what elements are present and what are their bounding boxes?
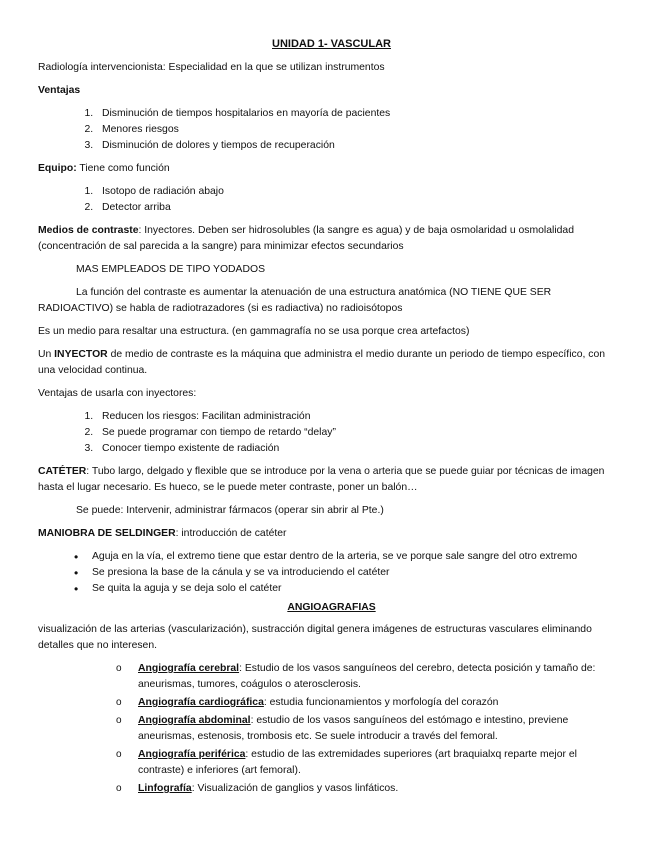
list-item (116, 781, 625, 797)
list-item: 2. Se puede programar con tiempo de retardo “delay” (96, 425, 625, 441)
list-item: • Se presiona la base de la cánula y se va introduciendo el catéter (74, 565, 625, 581)
ventajas-heading-text: Ventajas (38, 85, 81, 96)
seldinger-paragraph (38, 526, 625, 542)
angio-term: Angiografía abdominal (138, 715, 251, 726)
list-item: 1. Isotopo de radiación abajo (96, 184, 625, 200)
list-item: 3. Conocer tiempo existente de radiación (96, 441, 625, 457)
list-item: 1. Reducen los riesgos: Facilitan administración (96, 409, 625, 425)
medios-text: : Inyectores. Deben ser hidrosolubles (la sangre es agua) y de baja osmolaridad u osmolalidad (concentración de sal parecida a la sangre) para minimizar efectos secundarios (38, 225, 574, 252)
intro-paragraph: Radiología intervencionista: Especialidad en la que se utilizan instrumentos (38, 62, 385, 73)
equipo-label: Equipo: (38, 163, 77, 174)
cateter-paragraph (38, 464, 625, 496)
resaltar-paragraph: Es un medio para resaltar una estructura. (en gammagrafía no se usa porque crea artefactos) (38, 326, 470, 337)
list-item: • Aguja en la vía, el extremo tiene que estar dentro de la arteria, se ve porque sale sangre del otro extremo (74, 549, 625, 565)
angiografias-list (38, 661, 625, 797)
angio-term: Angiografía cerebral (138, 663, 240, 674)
list-item: 2. Menores riesgos (96, 122, 625, 138)
inyector-paragraph (38, 347, 625, 379)
list-item: 2. Detector arriba (96, 200, 625, 216)
list-item (116, 661, 625, 693)
list-item: 1. Disminución de tiempos hospitalarios en mayoría de pacientes (96, 106, 625, 122)
inyector-ventajas-list (38, 409, 625, 457)
angio-term: Linfografía (138, 783, 192, 794)
angiografias-intro: visualización de las arterias (vascularización), sustracción digital genera imágenes de estructuras vasculares eliminando detalles que no interesen. (38, 624, 592, 651)
equipo-list (38, 184, 625, 216)
list-item (116, 713, 625, 745)
contraste-funcion-paragraph: La función del contraste es aumentar la atenuación de una estructura anatómica (NO TIENE QUE SER RADIOACTIVO) se habla de radiotrazadores (si es radiactiva) no radioisótopos (38, 287, 552, 314)
medios-empleados: MAS EMPLEADOS DE TIPO YODADOS (76, 264, 266, 275)
equipo-text: Tiene como función (76, 163, 170, 174)
medios-paragraph (38, 223, 625, 255)
seldinger-text: : introducción de catéter (175, 528, 287, 539)
seldinger-list (38, 549, 625, 597)
angio-desc: : Visualización de ganglios y vasos linfáticos. (191, 783, 399, 794)
angio-desc: : estudio de los vasos sanguíneos del estómago e intestino, previene aneurismas, estenosis, trombosis etc. Se suele introducir a través del femoral. (138, 715, 569, 742)
circle-bullet-icon: o (116, 749, 122, 760)
list-item (116, 747, 625, 779)
angio-desc: : Estudio de los vasos sanguíneos del cerebro, detecta posición y tamaño de: aneurismas, tumores, coágulos o aterosclerosis. (138, 663, 596, 690)
list-item: • Se quita la aguja y se deja solo el catéter (74, 581, 625, 597)
document-title: UNIDAD 1- VASCULAR (272, 38, 391, 50)
circle-bullet-icon: o (116, 663, 122, 674)
seldinger-label: MANIOBRA DE SELDINGER (38, 528, 176, 539)
inyector-text: de medio de contraste es la máquina que administra el medio durante un periodo de tiempo específico, con una velocidad continua. (38, 349, 606, 376)
inyector-pre: Un (38, 349, 55, 360)
list-item: 3. Disminución de dolores y tiempos de recuperación (96, 138, 625, 154)
ventajas-list (38, 106, 625, 154)
angio-desc: : estudio de las extremidades superiores (art braquialxq reparte mejor el contraste) e inferiores (art femoral). (138, 749, 577, 776)
angio-term: Angiografía periférica (138, 749, 246, 760)
angio-term: Angiografía cardiográfica (138, 697, 264, 708)
circle-bullet-icon: o (116, 697, 122, 708)
inyector-label: INYECTOR (54, 349, 108, 360)
list-item (116, 695, 625, 711)
ventajas-heading (38, 83, 625, 99)
circle-bullet-icon: o (116, 715, 122, 726)
angio-desc: : estudia funcionamientos y morfología del corazón (263, 697, 499, 708)
cateter-text: : Tubo largo, delgado y flexible que se introduce por la vena o arteria que se puede guiar por técnicas de imagen hasta el lugar necesario. Es hueco, se le puede meter contraste, poner un balón… (38, 466, 605, 493)
medios-label: Medios de contraste (38, 225, 139, 236)
angiografias-heading: ANGIOAGRAFIAS (287, 602, 376, 613)
cateter-puede: Se puede: Intervenir, administrar fármacos (operar sin abrir al Pte.) (76, 505, 384, 516)
inyector-ventajas-heading: Ventajas de usarla con inyectores: (38, 388, 197, 399)
cateter-label: CATÉTER (38, 466, 87, 477)
equipo-paragraph (38, 161, 625, 177)
circle-bullet-icon: o (116, 783, 122, 794)
